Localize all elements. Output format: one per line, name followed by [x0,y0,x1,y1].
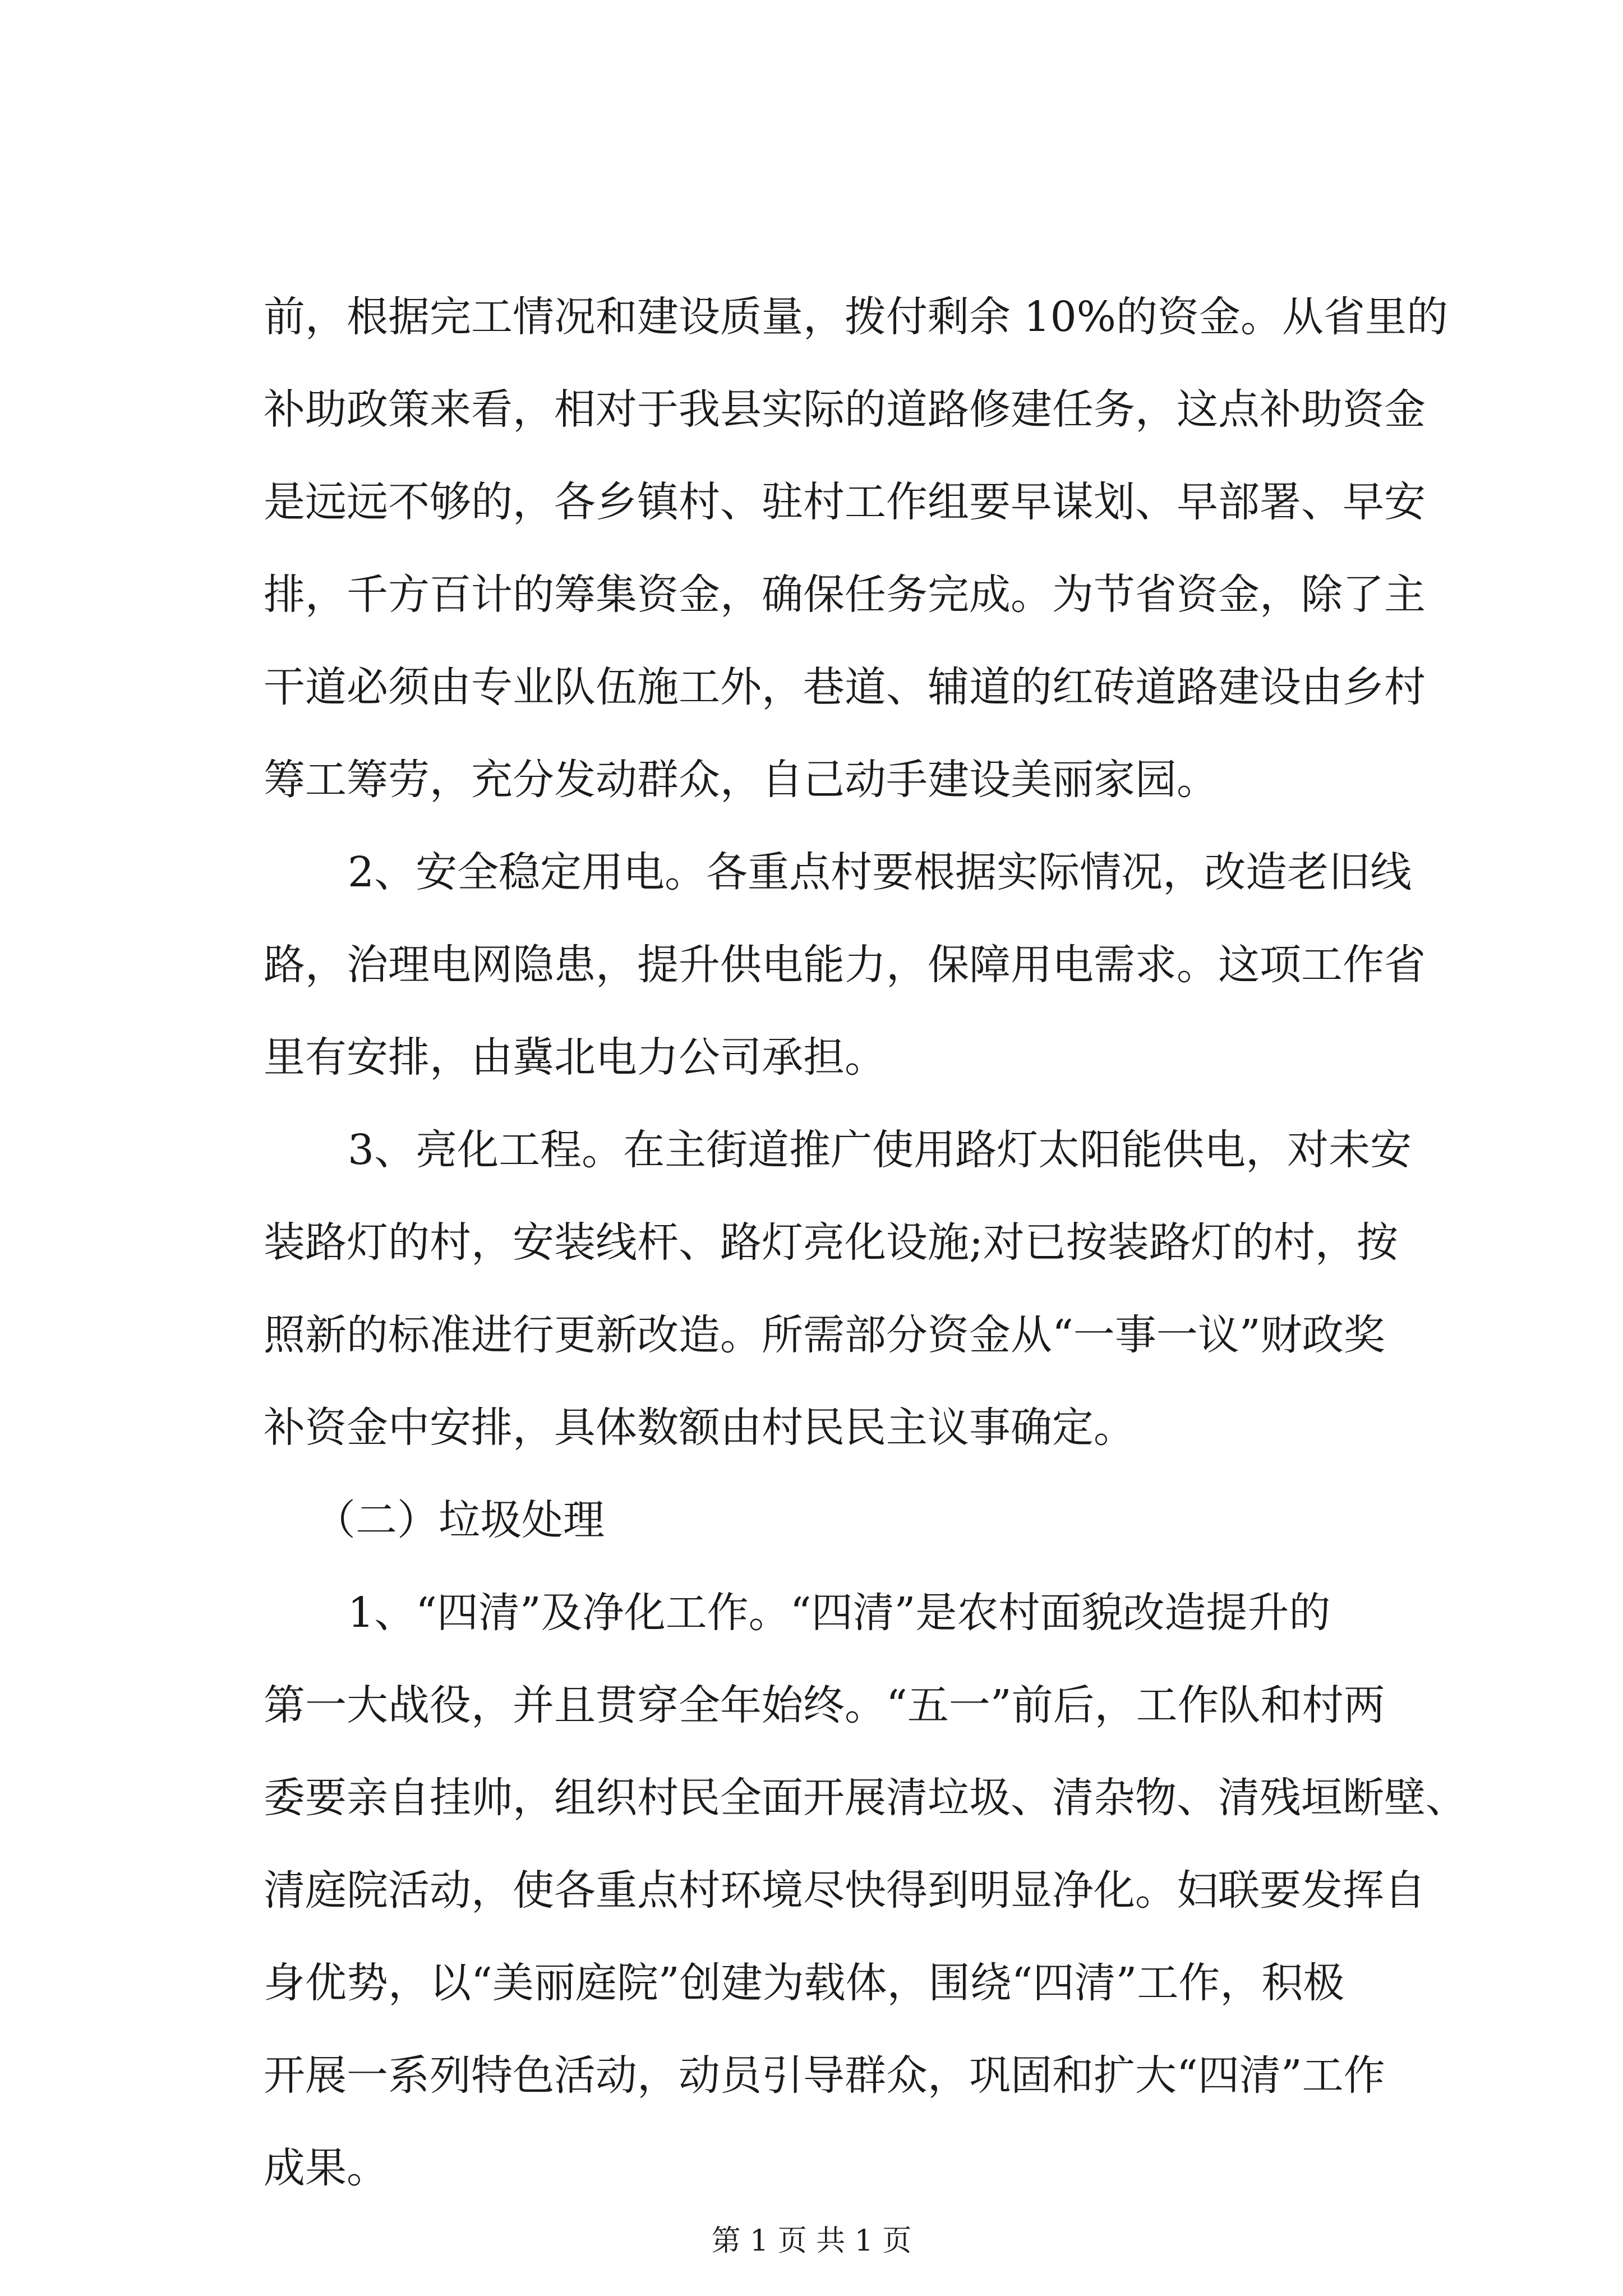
text-line: 前，根据完工情况和建设质量，拨付剩余 10%的资金。从省里的 [264,293,1448,341]
paragraph-heading-line: 1、“四清”及净化工作。“四清”是农村面貌改造提升的 [348,1589,1331,1637]
text-line: 成果。 [264,2144,388,2192]
paragraph-heading-line: 3、亮化工程。在主街道推广使用路灯太阳能供电，对未安 [348,1126,1412,1174]
text-line: 照新的标准进行更新改造。所需部分资金从“一事一议”财政奖 [264,1311,1385,1359]
text-line: 第一大战役，并且贯穿全年始终。“五一”前后，工作队和村两 [264,1681,1385,1729]
text-line: 补资金中安排，具体数额由村民民主议事确定。 [264,1404,1135,1452]
text-line: 委要亲自挂帅，组织村民全面开展清垃圾、清杂物、清残垣断壁、 [264,1774,1467,1822]
text-line: 开展一系列特色活动，动员引导群众，巩固和扩大“四清”工作 [264,2051,1385,2100]
paragraph-heading-line: 2、安全稳定用电。各重点村要根据实际情况，改造老旧线 [348,848,1412,896]
text-line: 路，治理电网隐患，提升供电能力，保障用电需求。这项工作省 [264,941,1426,989]
text-line: 补助政策来看，相对于我县实际的道路修建任务，这点补助资金 [264,385,1426,434]
text-line: 装路灯的村，安装线杆、路灯亮化设施;对已按装路灯的村，按 [264,1218,1398,1267]
text-line: 身优势，以“美丽庭院”创建为载体，围绕“四清”工作，积极 [264,1959,1345,2007]
text-line: 是远远不够的，各乡镇村、驻村工作组要早谋划、早部署、早安 [264,478,1426,526]
text-line: 排，千方百计的筹集资金，确保任务完成。为节省资金，除了主 [264,570,1426,619]
page-number-footer: 第 1 页 共 1 页 [711,2224,912,2258]
text-line: 干道必须由专业队伍施工外，巷道、辅道的红砖道路建设由乡村 [264,663,1426,711]
text-line: 筹工筹劳，充分发动群众，自己动手建设美丽家园。 [264,756,1218,804]
text-line: 里有安排，由冀北电力公司承担。 [264,1033,886,1082]
section-heading: （二）垃圾处理 [314,1496,605,1544]
text-line: 清庭院活动，使各重点村环境尽快得到明显净化。妇联要发挥自 [264,1866,1426,1915]
